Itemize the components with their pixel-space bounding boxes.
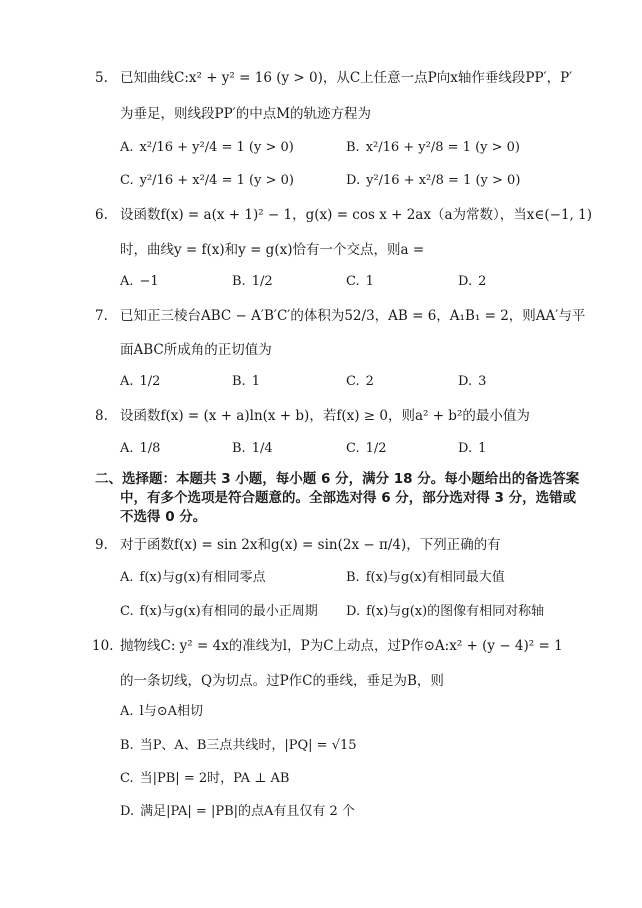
question-5-line-1: 已知曲线C:x² + y² = 16 (y > 0)，从C上任意一点P向x轴作垂线段PP′，P′ (120, 70, 573, 86)
q5-option-d (346, 171, 520, 191)
option-text: 1/2 (139, 374, 161, 389)
option-label: D. (458, 441, 473, 456)
option-label: C. (346, 441, 360, 456)
question-number: 5. (95, 70, 108, 86)
option-text: 1/4 (251, 441, 273, 456)
q8-option-d (458, 439, 486, 459)
option-label: A. (120, 441, 134, 456)
question-10 (92, 636, 113, 656)
question-number: 10. (92, 638, 114, 654)
question-number: 6. (95, 207, 108, 223)
option-label: D. (458, 274, 473, 289)
option-label: C. (346, 274, 360, 289)
q6-option-a (120, 272, 159, 292)
question-8 (95, 406, 108, 426)
q9-option-d (346, 602, 544, 622)
question-6 (95, 205, 108, 225)
q10-option-a (120, 702, 203, 722)
option-text: l与⊙A相切 (139, 704, 203, 719)
q9-option-a (120, 568, 266, 588)
option-label: D. (458, 374, 473, 389)
q6-option-d (458, 272, 486, 292)
q7-option-a (120, 372, 160, 392)
q10-option-d (120, 802, 355, 822)
option-label: B. (232, 274, 246, 289)
option-label: D. (346, 173, 361, 188)
question-10-line-1: 抛物线C: y² = 4x的准线为l，P为C上动点，过P作⊙A:x² + (y − 4)² = 1 (120, 638, 563, 654)
option-text: 3 (478, 374, 487, 389)
question-number: 7. (95, 308, 108, 324)
option-label: D. (346, 604, 361, 619)
option-label: C. (120, 771, 134, 786)
option-text: f(x)与g(x)的图像有相同对称轴 (366, 604, 545, 619)
option-text: 满足|PA| = |PB|的点A有且仅有 2 个 (140, 804, 355, 819)
q8-option-c (346, 439, 387, 459)
q8-option-a (120, 439, 160, 459)
option-text: 当P、A、B三点共线时，|PQ| = √15 (139, 738, 357, 753)
question-9-line-1: 对于函数f(x) = sin 2x和g(x) = sin(2x − π/4)，下列正确的有 (120, 537, 501, 553)
question-number: 9. (95, 537, 108, 553)
option-label: C. (120, 173, 134, 188)
question-7-line-1: 已知正三棱台ABC − A′B′C′的体积为52/3，AB = 6，A₁B₁ = 2，则AA′与平 (120, 308, 586, 324)
question-7-line-2: 面ABC所成角的正切值为 (120, 342, 272, 358)
q7-option-d (458, 372, 486, 392)
option-label: B. (232, 374, 246, 389)
option-text: x²/16 + y²/8 = 1 (y > 0) (365, 140, 520, 155)
option-label: A. (120, 374, 134, 389)
section-2-line-3: 不选得 0 分。 (120, 509, 207, 525)
q7-option-c (346, 372, 374, 392)
section-2-line-2: 中，有多个选项是符合题意的。全部选对得 6 分，部分选对得 3 分，选错或 (120, 490, 577, 506)
question-10-line-2: 的一条切线，Q为切点。过P作C的垂线，垂足为B，则 (120, 673, 444, 689)
q9-option-c (120, 602, 318, 622)
question-5-line-2: 为垂足，则线段PP′的中点M的轨迹方程为 (120, 106, 372, 122)
option-text: y²/16 + x²/4 = 1 (y > 0) (139, 173, 294, 188)
option-label: A. (120, 274, 134, 289)
option-text: 2 (365, 374, 374, 389)
option-text: 1/8 (139, 441, 161, 456)
option-text: y²/16 + x²/8 = 1 (y > 0) (366, 173, 521, 188)
option-label: B. (346, 140, 360, 155)
option-text: 1 (251, 374, 260, 389)
option-text: 1 (478, 441, 487, 456)
option-text: 1/2 (251, 274, 273, 289)
option-text: 1 (365, 274, 374, 289)
q8-option-b (232, 439, 273, 459)
option-text: −1 (139, 274, 159, 289)
question-7 (95, 306, 108, 326)
question-number: 8. (95, 408, 108, 424)
q5-option-a (120, 138, 294, 158)
option-text: f(x)与g(x)有相同零点 (139, 570, 266, 585)
option-label: B. (120, 738, 134, 753)
question-5 (95, 68, 108, 88)
q5-option-c (120, 171, 294, 191)
question-6-line-1: 设函数f(x) = a(x + 1)² − 1，g(x) = cos x + 2ax（a为常数），当x∈(−1, 1) (120, 207, 592, 223)
section-2-line-1: 二、选择题：本题共 3 小题，每小题 6 分，满分 18 分。每小题给出的备选答案 (95, 471, 580, 487)
option-label: C. (346, 374, 360, 389)
option-text: f(x)与g(x)有相同最大值 (365, 570, 505, 585)
option-label: D. (120, 804, 135, 819)
option-text: 1/2 (365, 441, 387, 456)
option-text: 当|PB| = 2时，PA ⊥ AB (139, 771, 290, 786)
option-label: B. (346, 570, 360, 585)
option-label: A. (120, 704, 134, 719)
question-6-line-2: 时，曲线y = f(x)和y = g(x)恰有一个交点，则a = (120, 242, 425, 258)
option-label: B. (232, 441, 246, 456)
q10-option-b (120, 736, 357, 756)
q7-option-b (232, 372, 260, 392)
q6-option-c (346, 272, 374, 292)
q6-option-b (232, 272, 273, 292)
question-9 (95, 535, 108, 555)
question-8-line-1: 设函数f(x) = (x + a)ln(x + b)，若f(x) ≥ 0，则a² + b²的最小值为 (120, 408, 530, 424)
option-text: x²/16 + y²/4 = 1 (y > 0) (139, 140, 294, 155)
q10-option-c (120, 769, 290, 789)
option-label: A. (120, 570, 134, 585)
option-label: C. (120, 604, 134, 619)
option-text: f(x)与g(x)有相同的最小正周期 (139, 604, 318, 619)
option-text: 2 (478, 274, 487, 289)
option-label: A. (120, 140, 134, 155)
q5-option-b (346, 138, 520, 158)
q9-option-b (346, 568, 505, 588)
